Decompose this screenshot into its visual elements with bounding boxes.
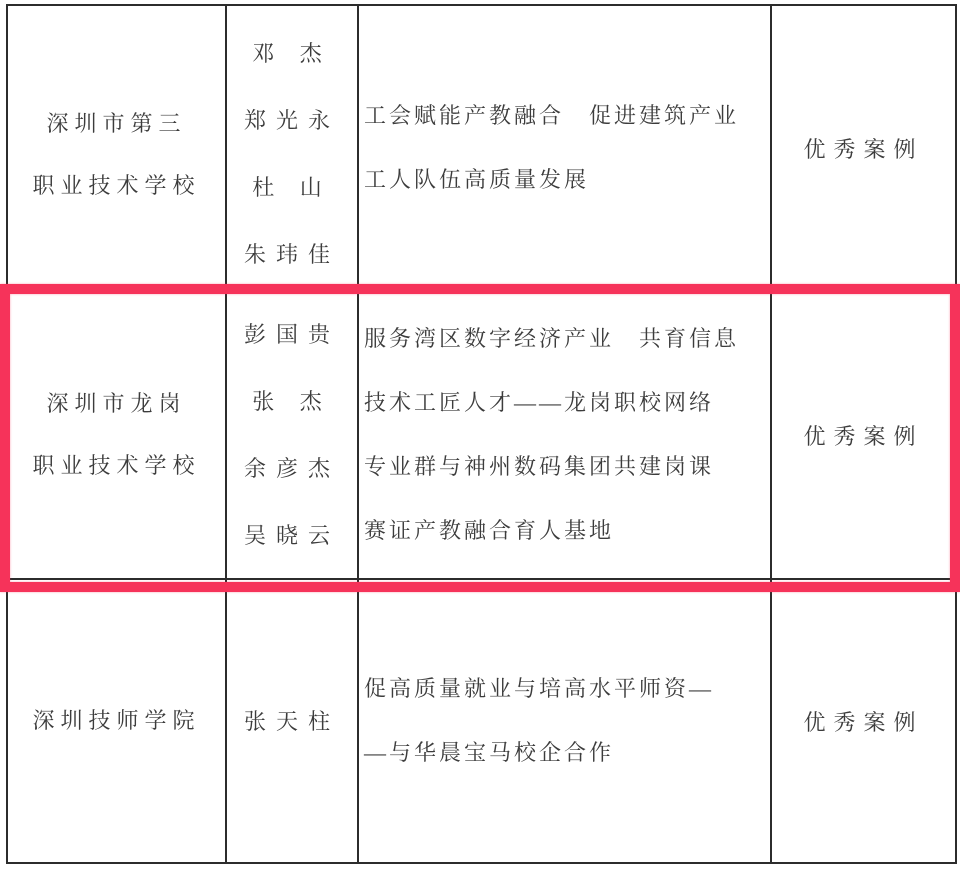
- school-line: 深圳市第三: [46, 110, 187, 136]
- row3-names-cell: [226, 579, 358, 863]
- person-name: 彭国贵: [243, 322, 340, 347]
- project-line: 工会赋能产教融合 促进建筑产业: [364, 103, 740, 128]
- project-line: —与华晨宝马校企合作: [364, 740, 615, 765]
- row3-award-cell: [771, 579, 956, 863]
- school-line: 职业技术学校: [32, 453, 201, 478]
- person-name: 邓 杰: [252, 41, 332, 66]
- row1-project-cell: [358, 5, 771, 291]
- school-line: 深圳市龙岗: [46, 391, 187, 416]
- school-line: 职业技术学校: [32, 172, 201, 198]
- row2-project-cell: [358, 291, 771, 579]
- person-name: 杜 山: [252, 175, 332, 200]
- person-name: 余彦杰: [243, 456, 340, 481]
- row1-award-cell: [771, 5, 956, 291]
- project-line: 促高质量就业与培高水平师资—: [364, 676, 715, 701]
- row1-school-cell: [7, 5, 226, 291]
- row2-award-cell: [771, 291, 956, 579]
- project-line: 专业群与神州数码集团共建岗课: [364, 454, 715, 479]
- person-name: 张 杰: [252, 389, 332, 414]
- project-line: 服务湾区数字经济产业 共育信息: [364, 326, 740, 351]
- table-row-2: [7, 291, 956, 579]
- award-label: 优秀案例: [803, 709, 924, 735]
- school-line: 深圳技师学院: [32, 708, 201, 733]
- project-line: 技术工匠人才——龙岗职校网络: [364, 390, 715, 415]
- row2-names-cell: [226, 291, 358, 579]
- person-name: 张天柱: [243, 708, 340, 734]
- award-label: 优秀案例: [803, 136, 924, 162]
- row3-project-cell: [358, 579, 771, 863]
- project-line: 工人队伍高质量发展: [364, 167, 590, 192]
- row2-school-cell: [7, 291, 226, 579]
- awards-table: [6, 4, 957, 864]
- person-name: 吴晓云: [243, 523, 340, 548]
- row1-names-cell: [226, 5, 358, 291]
- person-name: 朱玮佳: [243, 242, 340, 267]
- table-row-1: [7, 5, 956, 291]
- award-label: 优秀案例: [803, 423, 924, 449]
- table-row-3: [7, 579, 956, 863]
- row3-school-cell: [7, 579, 226, 863]
- person-name: 郑光永: [243, 108, 340, 133]
- project-line: 赛证产教融合育人基地: [364, 518, 615, 543]
